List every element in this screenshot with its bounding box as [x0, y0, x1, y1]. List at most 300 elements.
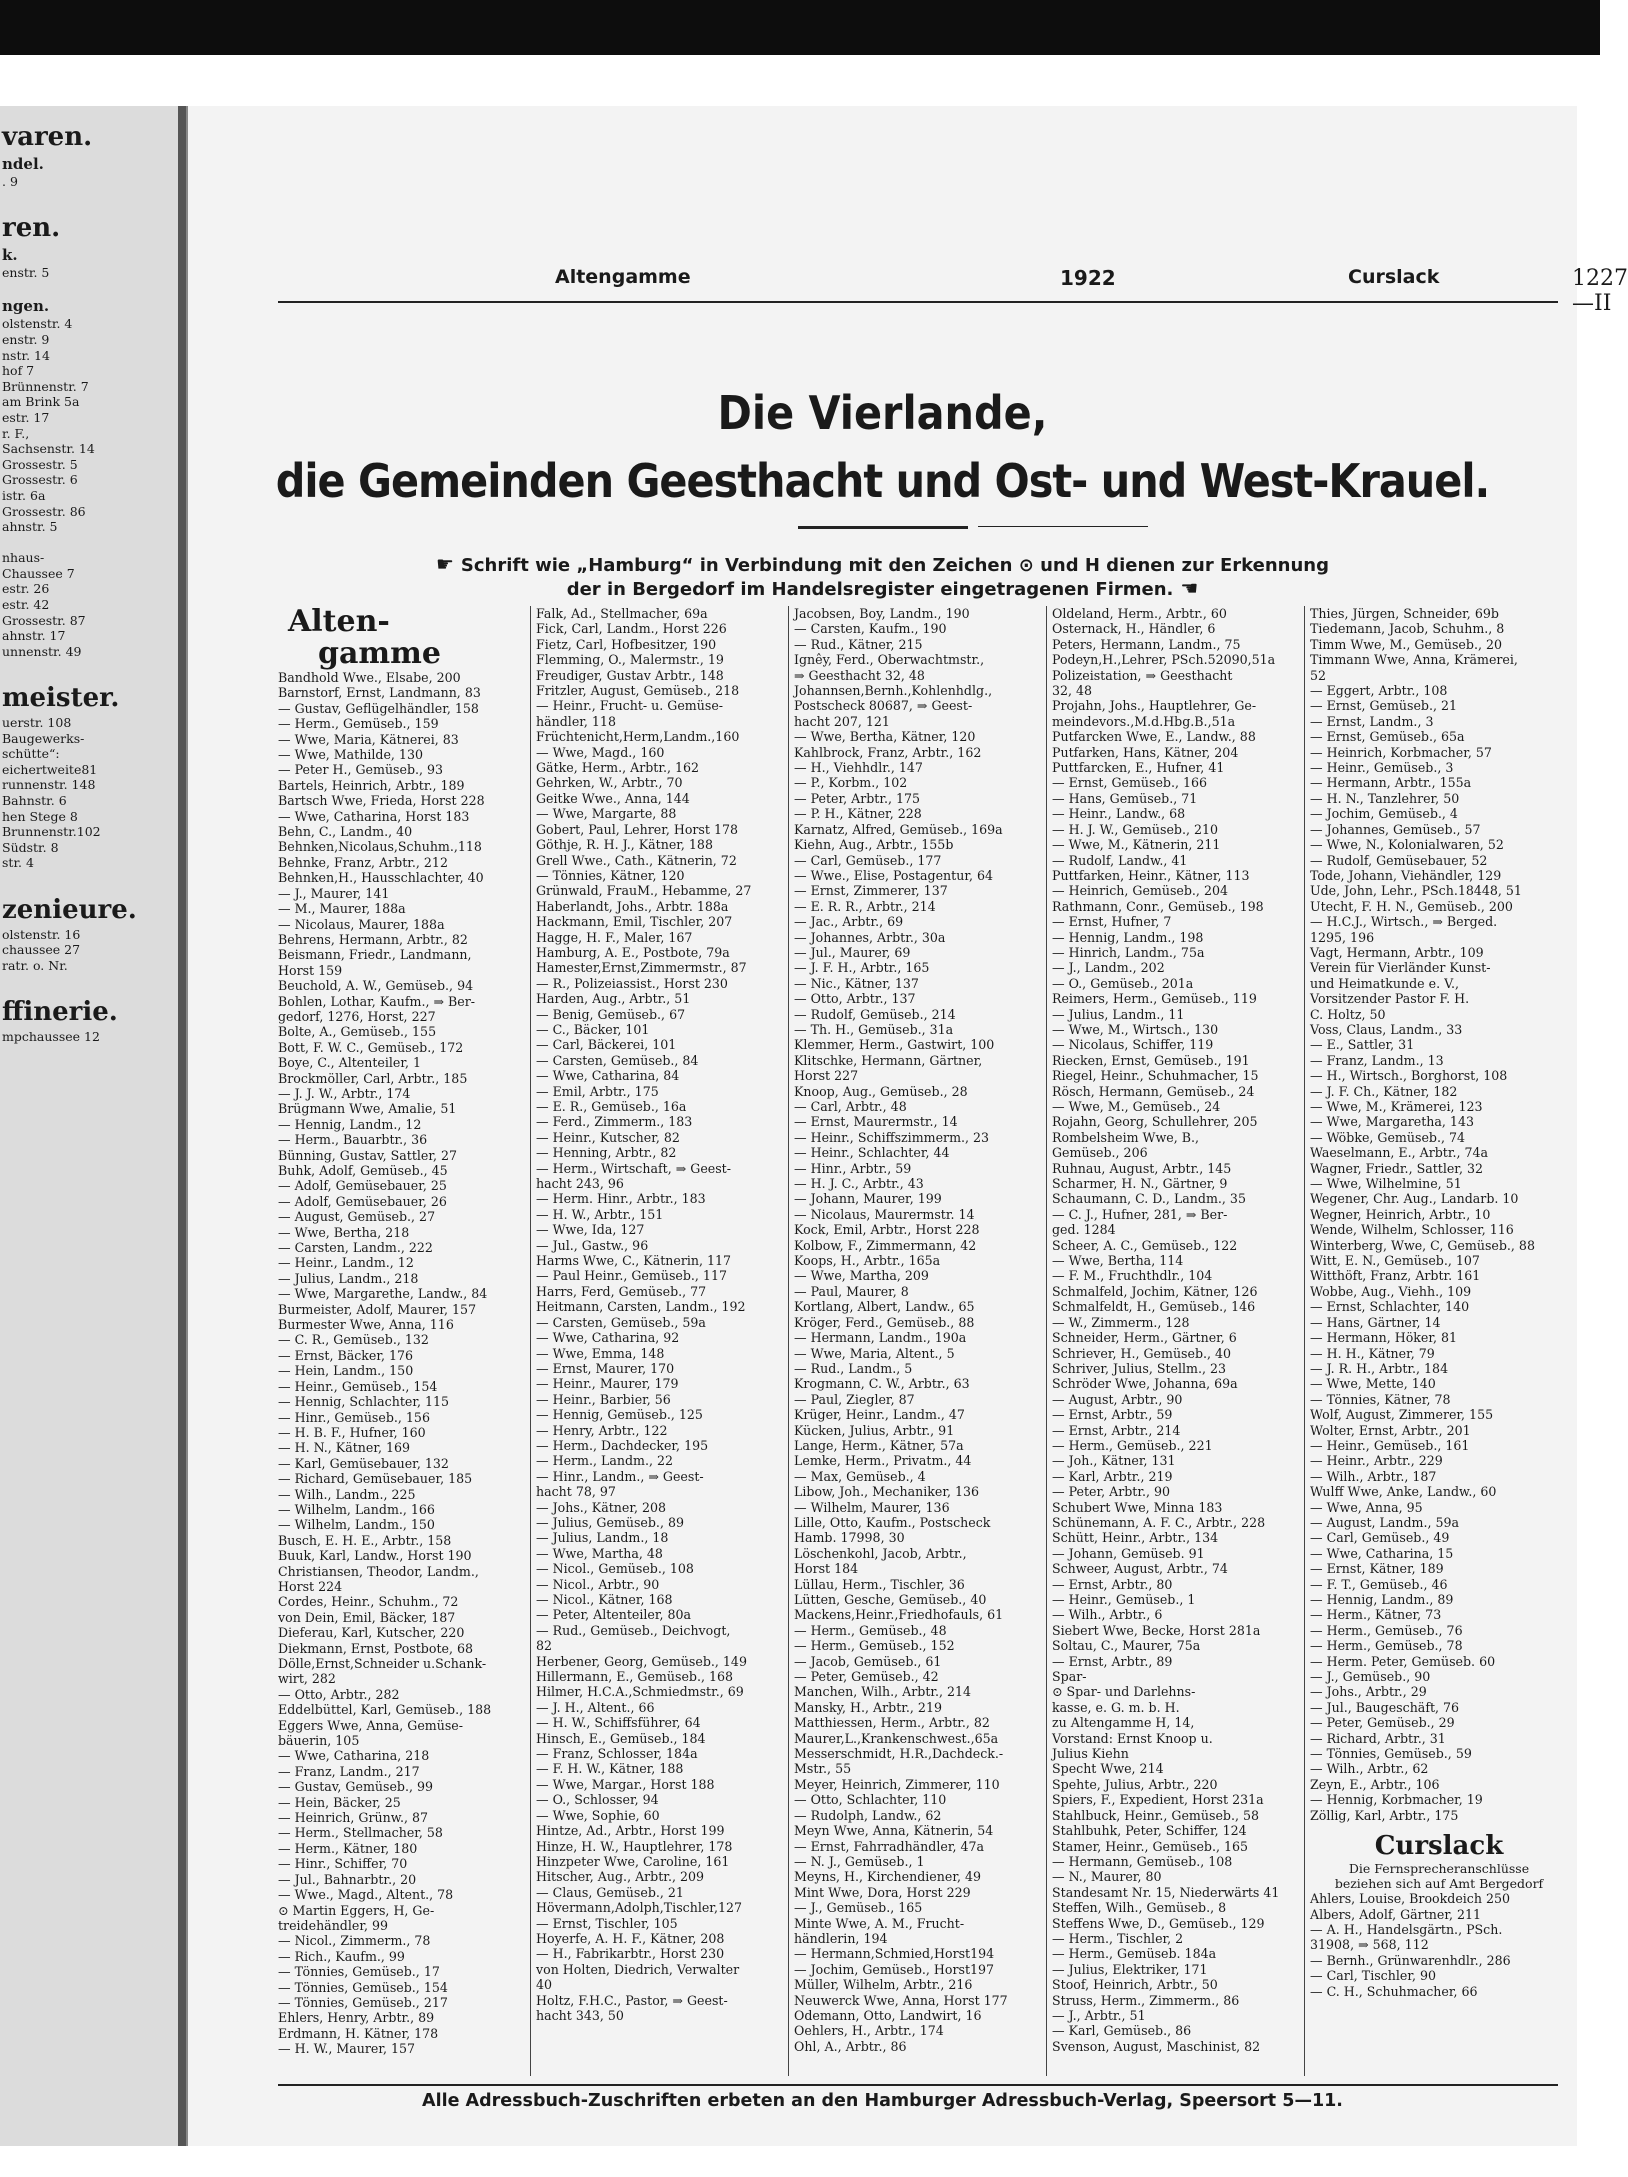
- directory-entry: Hilmer, H.C.A.,Schmiedmstr., 69: [536, 1684, 744, 1700]
- left-fragment-line: [2, 871, 172, 887]
- directory-entry: Dieferau, Karl, Kutscher, 220: [278, 1625, 465, 1641]
- directory-entry: — H. W., Maurer, 157: [278, 2041, 416, 2057]
- directory-entry: Herbener, Georg, Gemüseb., 149: [536, 1653, 747, 1669]
- footer-note: Alle Adressbuch-Zuschriften erbeten an den Hamburger Adressbuch-Verlag, Speersort 5—11.: [422, 2091, 1343, 2111]
- directory-entry: — H.C.J., Wirtsch., ⇒ Berged.: [1310, 914, 1498, 930]
- page-title-line2: die Gemeinden Geesthacht und Ost- und West-Krauel.: [275, 454, 1490, 508]
- directory-entry: — Wwe, Martha, 48: [536, 1545, 663, 1561]
- left-fragment-line: meister.: [2, 683, 120, 714]
- directory-entry: Julius Kiehn: [1052, 1746, 1129, 1762]
- directory-entry: Göthje, R. H. J., Kätner, 188: [536, 837, 713, 853]
- directory-entry: — Johannes, Gemüseb., 57: [1310, 821, 1481, 837]
- pointing-hand-icon: ☛: [436, 552, 461, 576]
- directory-entry: — J. J. W., Arbtr., 174: [278, 1085, 411, 1101]
- directory-entry: — C. J., Hufner, 281, ⇒ Ber-: [1052, 1206, 1228, 1222]
- column-divider: [788, 606, 789, 2076]
- directory-entry: Rojahn, Georg, Schullehrer, 205: [1052, 1114, 1258, 1130]
- directory-entry: Thies, Jürgen, Schneider, 69b: [1310, 606, 1499, 621]
- directory-entry: Bandhold Wwe., Elsabe, 200: [278, 670, 461, 685]
- directory-entry: — Emil, Arbtr., 175: [536, 1083, 659, 1099]
- directory-entry: Hintze, Ad., Arbtr., Horst 199: [536, 1823, 725, 1839]
- directory-entry: Ehlers, Henry, Arbtr., 89: [278, 2010, 435, 2026]
- directory-entry: Schweer, August, Arbtr., 74: [1052, 1561, 1228, 1577]
- directory-entry: Libow, Joh., Mechaniker, 136: [794, 1484, 980, 1500]
- left-fragment-line: ren.: [2, 213, 61, 244]
- directory-entry: Meyns, H., Kirchendiener, 49: [794, 1869, 981, 1885]
- directory-entry: Kiehn, Aug., Arbtr., 155b: [794, 837, 954, 853]
- directory-entry: Falk, Ad., Stellmacher, 69a: [536, 606, 708, 621]
- directory-entry: — Heinr., Schiffszimmerm., 23: [794, 1129, 990, 1145]
- directory-entry: — W., Zimmerm., 128: [1052, 1314, 1190, 1330]
- directory-entry: — Wwe, M., Wirtsch., 130: [1052, 1021, 1219, 1037]
- directory-entry: von Holten, Diedrich, Verwalter: [536, 1961, 740, 1977]
- directory-entry: Spehte, Julius, Arbtr., 220: [1052, 1776, 1218, 1792]
- directory-entry: — Jochim, Gemüseb., 4: [1310, 806, 1458, 822]
- directory-entry: Specht Wwe, 214: [1052, 1761, 1164, 1777]
- left-fragment-line: Chaussee 7: [2, 565, 75, 581]
- directory-entry: — J. H., Altent., 66: [536, 1699, 655, 1715]
- directory-entry: — Julius, Landm., 18: [536, 1530, 669, 1546]
- directory-entry: — Wwe, Catharina, 15: [1310, 1545, 1454, 1561]
- directory-entry: — Herm. Hinr., Arbtr., 183: [536, 1191, 706, 1207]
- directory-entry: Minte Wwe, A. M., Frucht-: [794, 1915, 965, 1931]
- directory-entry: — Johann, Gemüseb. 91: [1052, 1545, 1205, 1561]
- directory-entry: — Paul Heinr., Gemüseb., 117: [536, 1268, 727, 1284]
- directory-entry: — E. R., Gemüseb., 16a: [536, 1099, 687, 1114]
- directory-entry: — Herm., Gemüseb., 159: [278, 716, 439, 732]
- left-fragment-line: str. 4: [2, 855, 34, 871]
- directory-columns: [278, 606, 1568, 2076]
- directory-entry: Peters, Hermann, Landm., 75: [1052, 636, 1241, 652]
- directory-entry: — Herm., Gemüseb., 48: [794, 1622, 947, 1638]
- scan-top-border: [0, 0, 1600, 55]
- directory-entry: — Karl, Gemüseb., 86: [1052, 2023, 1192, 2039]
- directory-entry: — Johs., Arbtr., 29: [1310, 1684, 1427, 1700]
- directory-entry: — R., Polizeiassist., Horst 230: [536, 975, 728, 991]
- left-fragment-line: [2, 659, 172, 675]
- left-fragment-line: estr. 17: [2, 409, 50, 425]
- directory-entry: — N., Maurer, 80: [1052, 1869, 1162, 1885]
- title-rule-thick: [798, 526, 968, 529]
- directory-entry: Behn, C., Landm., 40: [278, 824, 413, 840]
- directory-entry: — Gustav, Gemüseb., 99: [278, 1779, 434, 1795]
- left-fragment-line: [2, 190, 172, 206]
- directory-entry: Bott, F. W. C., Gemüseb., 172: [278, 1039, 464, 1055]
- directory-entry: — Heinr., Schlachter, 44: [794, 1145, 950, 1161]
- directory-column-1: [278, 606, 524, 2076]
- directory-entry: — Heinr., Barbier, 56: [536, 1391, 671, 1407]
- directory-entry: händlerin, 194: [794, 1930, 888, 1946]
- left-fragment-line: nstr. 14: [2, 347, 50, 363]
- left-fragment-line: olstenstr. 4: [2, 316, 73, 332]
- directory-entry: Harrs, Ferd, Gemüseb., 77: [536, 1283, 707, 1299]
- directory-entry: Bartels, Heinrich, Arbtr., 189: [278, 777, 465, 793]
- directory-entry: — J., Gemüseb., 90: [1310, 1669, 1431, 1685]
- directory-entry: ⊙ Martin Eggers, H, Ge-: [278, 1902, 435, 1918]
- directory-entry: Odemann, Otto, Landwirt, 16: [794, 2007, 982, 2023]
- directory-entry: — Tönnies, Gemüseb., 59: [1310, 1746, 1472, 1762]
- directory-entry: Rombelsheim Wwe, B.,: [1052, 1129, 1199, 1145]
- directory-entry: — J., Gemüseb., 165: [794, 1900, 923, 1916]
- directory-entry: — O., Gemüseb., 201a: [1052, 975, 1194, 991]
- directory-entry: — Gustav, Geflügelhändler, 158: [278, 700, 479, 716]
- directory-column-2: [536, 606, 782, 2076]
- directory-entry: — Nicolaus, Schiffer, 119: [1052, 1037, 1214, 1053]
- directory-entry: Diekmann, Ernst, Postbote, 68: [278, 1640, 473, 1656]
- left-fragment-line: ratr. o. Nr.: [2, 957, 68, 973]
- directory-entry: Neuwerck Wwe, Anna, Horst 177: [794, 1992, 1008, 2008]
- directory-entry: Beuchold, A. W., Gemüseb., 94: [278, 978, 474, 994]
- directory-entry: — Tönnies, Gemüseb., 17: [278, 1964, 440, 1980]
- directory-entry: Svenson, August, Maschinist, 82: [1052, 2038, 1261, 2054]
- directory-entry: — Peter, Altenteiler, 80a: [536, 1607, 692, 1623]
- directory-entry: — Wwe, Bertha, 114: [1052, 1253, 1184, 1269]
- left-fragment-line: Grossestr. 6: [2, 472, 78, 488]
- directory-entry: Hitscher, Aug., Arbtr., 209: [536, 1869, 704, 1885]
- directory-entry: ⇒ Geesthacht 32, 48: [794, 667, 925, 683]
- directory-entry: meindevors.,M.d.Hbg.B.,51a: [1052, 713, 1236, 729]
- left-fragment-line: Grossestr. 5: [2, 456, 78, 472]
- directory-entry: — Herm., Gemüseb., 152: [794, 1638, 955, 1654]
- directory-entry: — H., Fabrikarbtr., Horst 230: [536, 1946, 725, 1962]
- directory-entry: — Wilh., Arbtr., 62: [1310, 1761, 1429, 1777]
- directory-entry: Cordes, Heinr., Schuhm., 72: [278, 1594, 459, 1610]
- directory-entry: Bartsch Wwe, Frieda, Horst 228: [278, 793, 485, 809]
- directory-entry: — H. H., Kätner, 79: [1310, 1345, 1435, 1361]
- directory-entry: Behnken,Nicolaus,Schuhm.,118: [278, 839, 482, 855]
- directory-entry: — Herm., Bauarbtr., 36: [278, 1132, 428, 1148]
- directory-entry: — August, Gemüseb., 27: [278, 1209, 436, 1225]
- directory-entry: — Otto, Arbtr., 137: [794, 991, 916, 1007]
- directory-entry: — Carl, Arbtr., 48: [794, 1099, 907, 1114]
- directory-entry: Schriever, H., Gemüseb., 40: [1052, 1345, 1232, 1361]
- directory-entry: — Hermann, Höker, 81: [1310, 1330, 1458, 1346]
- directory-entry: Schubert Wwe, Minna 183: [1052, 1499, 1223, 1515]
- directory-entry: Puttfarcken, E., Hufner, 41: [1052, 760, 1225, 776]
- directory-entry: — Jacob, Gemüseb., 61: [794, 1653, 942, 1669]
- left-fragment-line: [2, 535, 172, 551]
- pointing-hand-left-icon: ☚: [1173, 576, 1199, 600]
- left-fragment-line: zenieure.: [2, 894, 137, 925]
- page-title-line1: Die Vierlande,: [717, 386, 1048, 440]
- directory-entry: — Ernst, Fahrradhändler, 47a: [794, 1838, 985, 1854]
- directory-entry: Horst 184: [794, 1561, 859, 1577]
- directory-entry: Kortlang, Albert, Landw., 65: [794, 1299, 975, 1315]
- directory-entry: — Carl, Gemüseb., 49: [1310, 1530, 1450, 1546]
- directory-entry: hacht 207, 121: [794, 713, 890, 729]
- directory-entry: Fritzler, August, Gemüseb., 218: [536, 683, 740, 699]
- directory-entry: — Jochim, Gemüseb., Horst197: [794, 1961, 995, 1977]
- directory-entry: — Wwe, Sophie, 60: [536, 1807, 660, 1823]
- directory-entry: — Nic., Kätner, 137: [794, 975, 919, 991]
- directory-entry: — Carl, Gemüseb., 177: [794, 852, 942, 868]
- directory-entry: 52: [1310, 667, 1327, 683]
- directory-entry: Reimers, Herm., Gemüseb., 119: [1052, 991, 1257, 1007]
- directory-entry: Polizeistation, ⇒ Geesthacht: [1052, 667, 1233, 683]
- directory-entry: Osternack, H., Händler, 6: [1052, 621, 1216, 637]
- directory-entry: — Hein, Bäcker, 25: [278, 1794, 401, 1810]
- directory-entry: Fietz, Carl, Hofbesitzer, 190: [536, 636, 717, 652]
- directory-entry: Timmann Wwe, Anna, Krämerei,: [1310, 652, 1518, 668]
- directory-entry: Grell Wwe., Cath., Kätnerin, 72: [536, 852, 737, 868]
- page: [186, 106, 1628, 2146]
- book-gutter: [178, 106, 186, 2146]
- directory-entry: Buhk, Adolf, Gemüseb., 45: [278, 1163, 448, 1178]
- running-head-year: 1922: [1060, 266, 1116, 290]
- directory-entry: Johannsen,Bernh.,Kohlenhdlg.,: [794, 683, 993, 699]
- directory-column-4: [1052, 606, 1298, 2076]
- directory-entry: — P., Korbm., 102: [794, 775, 908, 791]
- directory-entry: — Wwe, Margarte, 88: [536, 806, 677, 822]
- directory-entry: — Henning, Arbtr., 82: [536, 1145, 677, 1161]
- directory-entry: Mstr., 55: [794, 1761, 852, 1777]
- directory-entry: — Ernst, Maurer, 170: [536, 1360, 675, 1376]
- directory-entry: Mackens,Heinr.,Friedhofauls, 61: [794, 1607, 1004, 1623]
- directory-entry: — Wwe, Emma, 148: [536, 1345, 665, 1361]
- directory-entry: Wegner, Heinrich, Arbtr., 10: [1310, 1206, 1491, 1222]
- directory-entry: — C. R., Gemüseb., 132: [278, 1332, 429, 1348]
- column-divider: [530, 606, 531, 2076]
- directory-entry: hacht 78, 97: [536, 1484, 616, 1500]
- directory-entry: — Ernst, Arbtr., 89: [1052, 1653, 1173, 1669]
- directory-entry: Gemüseb., 206: [1052, 1145, 1148, 1161]
- directory-entry: — Heinr., Gemüseb., 3: [1310, 760, 1454, 776]
- directory-entry: Putfarken, Hans, Kätner, 204: [1052, 744, 1239, 760]
- title-rule-thin: [978, 526, 1148, 527]
- directory-entry: Gobert, Paul, Lehrer, Horst 178: [536, 821, 738, 837]
- left-fragment-line: ngen.: [2, 297, 50, 316]
- directory-entry: — Hinr., Arbtr., 59: [794, 1160, 912, 1176]
- directory-entry: Schneider, Herm., Gärtner, 6: [1052, 1330, 1237, 1346]
- directory-entry: Lille, Otto, Kaufm., Postscheck: [794, 1514, 991, 1530]
- directory-entry: — Wwe., Elise, Postagentur, 64: [794, 867, 993, 883]
- directory-entry: — E. R. R., Arbtr., 214: [794, 898, 936, 914]
- directory-entry: Stahlbuhk, Peter, Schiffer, 124: [1052, 1823, 1247, 1839]
- directory-entry: — Rudolph, Landw., 62: [794, 1807, 942, 1823]
- left-fragment-line: varen.: [2, 122, 93, 152]
- directory-entry: Burmester Wwe, Anna, 116: [278, 1317, 454, 1333]
- directory-entry: Manchen, Wilh., Arbtr., 214: [794, 1684, 972, 1700]
- directory-entry: Koops, H., Arbtr., 165a: [794, 1253, 941, 1269]
- directory-entry: — Tönnies, Gemüseb., 154: [278, 1979, 448, 1995]
- directory-entry: Hinsch, E., Gemüseb., 184: [536, 1730, 706, 1746]
- directory-entry: — Karl, Gemüsebauer, 132: [278, 1455, 449, 1471]
- directory-entry: — H. B. F., Hufner, 160: [278, 1424, 426, 1440]
- directory-entry: — Wilh., Arbtr., 6: [1052, 1607, 1163, 1623]
- directory-entry: Hackmann, Emil, Tischler, 207: [536, 914, 733, 930]
- directory-entry: — Richard, Gemüsebauer, 185: [278, 1471, 473, 1487]
- directory-entry: — Julius, Landm., 218: [278, 1270, 419, 1286]
- directory-entry: — Wwe, Maria, Altent., 5: [794, 1345, 955, 1361]
- directory-entry: — Julius, Gemüseb., 89: [536, 1514, 684, 1530]
- notice-line1: [188, 552, 1577, 576]
- directory-entry: treidehändler, 99: [278, 1917, 389, 1933]
- directory-entry: — Hermann,Schmied,Horst194: [794, 1946, 995, 1962]
- directory-entry: Beismann, Friedr., Landmann,: [278, 947, 472, 963]
- directory-entry: — M., Maurer, 188a: [278, 901, 406, 917]
- directory-entry: Knoop, Aug., Gemüseb., 28: [794, 1083, 968, 1099]
- directory-entry: Scharmer, H. N., Gärtner, 9: [1052, 1176, 1228, 1192]
- directory-entry: — Hennig, Landm., 198: [1052, 929, 1204, 945]
- directory-entry: Stamer, Heinr., Gemüseb., 165: [1052, 1838, 1249, 1854]
- left-fragment-line: Südstr. 8: [2, 839, 59, 855]
- directory-entry: — Heinr., Arbtr., 229: [1310, 1453, 1443, 1469]
- notice-text1: Schrift wie „Hamburg“ in Verbindung mit den Zeichen ⊙ und H dienen zur Erkennung: [460, 555, 1329, 576]
- directory-entry: Horst 227: [794, 1068, 859, 1084]
- directory-entry: Früchtenicht,Herm,Landm.,160: [536, 729, 740, 745]
- directory-entry: — August, Arbtr., 90: [1052, 1391, 1183, 1407]
- directory-entry: — Rud., Kätner, 215: [794, 636, 923, 652]
- directory-entry: zu Altengamme H, 14,: [1052, 1715, 1195, 1731]
- directory-entry: Jacobsen, Boy, Landm., 190: [794, 606, 970, 621]
- left-fragment-line: . 9: [2, 174, 18, 189]
- running-head-left: Altengamme: [555, 266, 691, 288]
- directory-entry: Wende, Wilhelm, Schlosser, 116: [1310, 1222, 1514, 1238]
- directory-entry: Hinze, H. W., Hauptlehrer, 178: [536, 1838, 733, 1854]
- directory-entry: Tode, Johann, Viehändler, 129: [1310, 867, 1502, 883]
- left-fragment-line: Brunnenstr.102: [2, 824, 101, 840]
- directory-entry: Albers, Adolf, Gärtner, 211: [1310, 1906, 1482, 1922]
- directory-entry: — Carsten, Gemüseb., 84: [536, 1052, 699, 1068]
- directory-entry: — Wwe, Margaretha, 143: [1310, 1114, 1474, 1130]
- directory-entry: Harden, Aug., Arbtr., 51: [536, 991, 691, 1007]
- directory-entry: — Peter H., Gemüseb., 93: [278, 762, 444, 778]
- directory-entry: Zöllig, Karl, Arbtr., 175: [1310, 1807, 1459, 1823]
- directory-entry: Witt, E. N., Gemüseb., 107: [1310, 1253, 1480, 1269]
- directory-entry: Maurer,L.,Krankenschwest.,65a: [794, 1730, 999, 1746]
- directory-entry: — Wwe, Magd., 160: [536, 744, 665, 760]
- directory-entry: Ignêy, Ferd., Oberwachtmstr.,: [794, 652, 985, 668]
- directory-entry: Stoof, Heinrich, Arbtr., 50: [1052, 1977, 1218, 1993]
- directory-entry: — Hinrich, Landm., 75a: [1052, 944, 1205, 960]
- directory-entry: — Peter, Gemüseb., 42: [794, 1669, 939, 1685]
- directory-entry: — Heinrich, Korbmacher, 57: [1310, 744, 1492, 760]
- directory-entry: und Heimatkunde e. V.,: [1310, 975, 1459, 991]
- directory-entry: — Rudolf, Landw., 41: [1052, 852, 1188, 868]
- directory-entry: — Otto, Arbtr., 282: [278, 1686, 400, 1702]
- directory-entry: — N. J., Gemüseb., 1: [794, 1853, 925, 1869]
- directory-entry: Stahlbuck, Heinr., Gemüseb., 58: [1052, 1807, 1259, 1823]
- directory-entry: Mansky, H., Arbtr., 219: [794, 1699, 942, 1715]
- directory-entry: Postscheck 80687, ⇒ Geest-: [794, 698, 973, 714]
- directory-entry: wirt, 282: [278, 1671, 336, 1687]
- directory-entry: Timm Wwe, M., Gemüseb., 20: [1310, 636, 1502, 652]
- left-fragment-line: Bahnstr. 6: [2, 793, 67, 808]
- directory-entry: — Benig, Gemüseb., 67: [536, 1006, 686, 1022]
- directory-entry: Putfarcken Wwe, E., Landw., 88: [1052, 729, 1256, 745]
- directory-entry: Wulff Wwe, Anke, Landw., 60: [1310, 1484, 1497, 1500]
- directory-entry: — Wwe, Maria, Kätnerei, 83: [278, 731, 459, 747]
- directory-entry: — Franz, Landm., 217: [278, 1763, 420, 1779]
- directory-entry: Behnke, Franz, Arbtr., 212: [278, 854, 448, 870]
- directory-entry: — J., Arbtr., 51: [1052, 2007, 1146, 2023]
- directory-entry: — Wöbke, Gemüseb., 74: [1310, 1129, 1465, 1145]
- directory-entry: Hamester,Ernst,Zimmermstr., 87: [536, 960, 747, 976]
- notice-text2: der in Bergedorf im Handelsregister eingetragenen Firmen.: [566, 579, 1174, 600]
- directory-entry: Harms Wwe, C., Kätnerin, 117: [536, 1253, 732, 1269]
- directory-entry: Struss, Herm., Zimmerm., 86: [1052, 1992, 1240, 2008]
- directory-entry: — Ernst, Arbtr., 80: [1052, 1576, 1173, 1592]
- directory-entry: Matthiessen, Herm., Arbtr., 82: [794, 1715, 990, 1731]
- directory-entry: — Johannes, Arbtr., 30a: [794, 929, 946, 945]
- directory-entry: — Jul., Gastw., 96: [536, 1237, 649, 1253]
- directory-entry: — Hermann, Arbtr., 155a: [1310, 775, 1472, 791]
- left-fragment-line: enstr. 5: [2, 265, 50, 281]
- curslack-subnote1: Die Fernsprecheranschlüsse: [1348, 1861, 1530, 1877]
- directory-entry: Hagge, H. F., Maler, 167: [536, 929, 693, 945]
- left-fragment-line: Baugewerks-: [2, 730, 85, 746]
- directory-entry: — Bernh., Grünwarenhdlr., 286: [1310, 1952, 1511, 1968]
- left-fragment-line: Grossestr. 87: [2, 612, 86, 628]
- directory-entry: Karnatz, Alfred, Gemüseb., 169a: [794, 821, 1003, 837]
- directory-entry: — Nicol., Kätner, 168: [536, 1592, 673, 1607]
- directory-entry: — Heinr., Maurer, 179: [536, 1376, 679, 1392]
- left-fragment-line: estr. 26: [2, 581, 50, 597]
- directory-entry: — Herm., Kätner, 180: [278, 1840, 418, 1856]
- directory-entry: — Hennig, Korbmacher, 19: [1310, 1792, 1483, 1808]
- directory-entry: Haberlandt, Johs., Arbtr. 188a: [536, 898, 729, 914]
- directory-entry: — Wwe, Catharina, 84: [536, 1068, 680, 1084]
- directory-entry: — Tönnies, Kätner, 120: [536, 867, 685, 883]
- directory-entry: Kolbow, F., Zimmermann, 42: [794, 1237, 977, 1253]
- directory-entry: — Wwe, Margar., Horst 188: [536, 1776, 715, 1792]
- left-fragment-line: ahnstr. 17: [2, 628, 66, 644]
- left-fragment-line: olstenstr. 16: [2, 926, 81, 942]
- directory-entry: Krogmann, C. W., Arbtr., 63: [794, 1376, 970, 1392]
- directory-entry: Horst 159: [278, 962, 343, 978]
- directory-entry: Kröger, Ferd., Gemüseb., 88: [794, 1314, 975, 1330]
- directory-entry: — Herm., Tischler, 2: [1052, 1930, 1184, 1946]
- directory-entry: Heitmann, Carsten, Landm., 192: [536, 1299, 746, 1315]
- directory-entry: — Tönnies, Gemüseb., 217: [278, 1994, 448, 2010]
- left-fragment-line: estr. 42: [2, 597, 50, 613]
- directory-entry: Oehlers, H., Arbtr., 174: [794, 2023, 944, 2039]
- directory-entry: — Hinr., Schiffer, 70: [278, 1856, 408, 1872]
- directory-entry: — Herm., Landm., 22: [536, 1453, 674, 1469]
- directory-entry: — Heinr., Kutscher, 82: [536, 1129, 680, 1145]
- directory-entry: Riecken, Ernst, Gemüseb., 191: [1052, 1052, 1250, 1068]
- directory-entry: — Richard, Arbtr., 31: [1310, 1730, 1446, 1746]
- directory-entry: — Ernst, Hufner, 7: [1052, 914, 1172, 930]
- directory-entry: — Wwe, Wilhelmine, 51: [1310, 1176, 1462, 1192]
- running-head-rule: [278, 301, 1558, 303]
- column-divider: [1046, 606, 1047, 2076]
- left-fragment-line: unnenstr. 49: [2, 643, 82, 659]
- directory-entry: — Herm., Dachdecker, 195: [536, 1437, 709, 1453]
- directory-entry: gedorf, 1276, Horst, 227: [278, 1008, 436, 1024]
- directory-entry: — Hinr., Gemüseb., 156: [278, 1409, 430, 1425]
- left-fragment-line: hen Stege 8: [2, 808, 78, 824]
- directory-entry: Waeselmann, E., Arbtr., 74a: [1310, 1145, 1489, 1161]
- directory-entry: — Carsten, Landm., 222: [278, 1240, 433, 1256]
- directory-entry: Bolte, A., Gemüseb., 155: [278, 1024, 437, 1040]
- directory-entry: Witthöft, Franz, Arbtr. 161: [1310, 1268, 1481, 1284]
- directory-entry: Klitschke, Hermann, Gärtner,: [794, 1052, 983, 1068]
- running-head-right: Curslack: [1348, 266, 1440, 288]
- directory-entry: Löschenkohl, Jacob, Arbtr.,: [794, 1545, 967, 1561]
- directory-entry: Hinzpeter Wwe, Caroline, 161: [536, 1853, 730, 1869]
- directory-entry: — Heinr., Landm., 12: [278, 1255, 414, 1271]
- directory-entry: Steffen, Wilh., Gemüseb., 8: [1052, 1900, 1227, 1916]
- directory-entry: — Rud., Landm., 5: [794, 1360, 913, 1376]
- page-number: 1227—II: [1572, 266, 1628, 316]
- directory-column-3: [794, 606, 1040, 2076]
- directory-entry: Kahlbrock, Franz, Arbtr., 162: [794, 744, 982, 760]
- left-fragment-line: k.: [2, 246, 18, 265]
- directory-entry: Schütt, Heinr., Arbtr., 134: [1052, 1530, 1219, 1546]
- directory-entry: Schmalfeldt, H., Gemüseb., 146: [1052, 1299, 1256, 1315]
- directory-entry: — Hermann, Gemüseb., 108: [1052, 1853, 1233, 1869]
